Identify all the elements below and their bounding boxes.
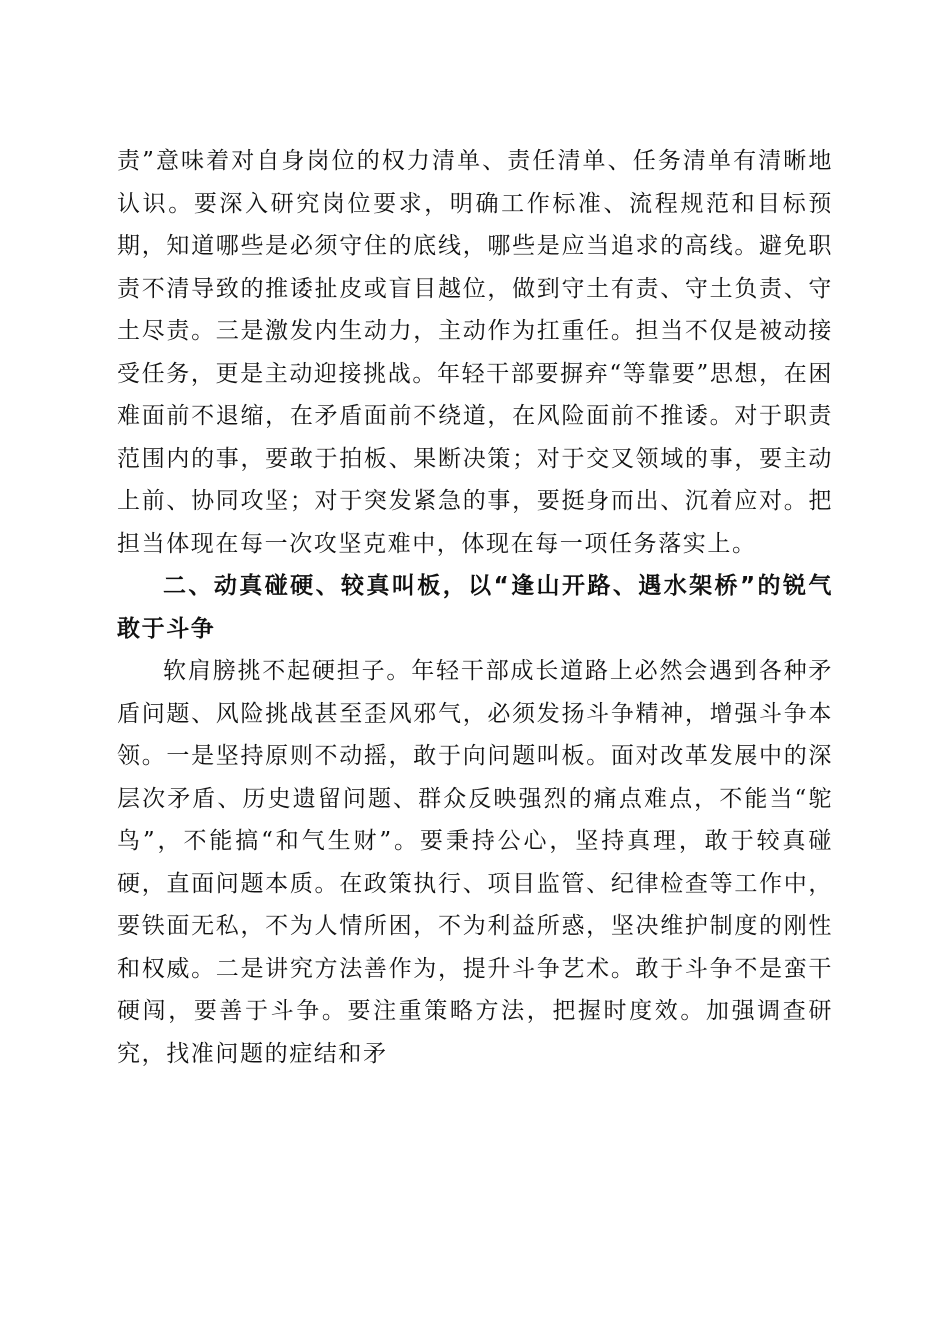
body-paragraph-continued: 责”意味着对自身岗位的权力清单、责任清单、任务清单有清晰地认识。要深入研究岗位要求，明确工作标准、流程规范和目标预期，知道哪些是必须守住的底线，哪些是应当追求的高线。避免职责不清导致的推诿扯皮或盲目越位，做到守土有责、守土负责、守土尽责。三是激发内生动力，主动作为扛重任。担当不仅是被动接受任务，更是主动迎接挑战。年轻干部要摒弃“等靠要”思想，在困难面前不退缩，在矛盾面前不绕道，在风险面前不推诿。对于职责范围内的事，要敢于拍板、果断决策；对于交叉领域的事，要主动上前、协同攻坚；对于突发紧急的事，要挺身而出、沉着应对。把担当体现在每一次攻坚克难中，体现在每一项任务落实上。 [117,148,833,557]
section-heading: 二、动真碰硬、较真叫板，以“逢山开路、遇水架桥”的锐气敢于斗争 [117,573,833,642]
document-body [117,140,833,1075]
body-paragraph: 软肩膀挑不起硬担子。年轻干部成长道路上必然会遇到各种矛盾问题、风险挑战甚至歪风邪气，必须发扬斗争精神，增强斗争本领。一是坚持原则不动摇，敢于向问题叫板。面对改革发展中的深层次矛盾、历史遗留问题、群众反映强烈的痛点难点，不能当“鸵鸟”，不能搞“和气生财”。要秉持公心，坚持真理，敢于较真碰硬，直面问题本质。在政策执行、项目监管、纪律检查等工作中，要铁面无私，不为人情所困，不为利益所惑，坚决维护制度的刚性和权威。二是讲究方法善作为，提升斗争艺术。敢于斗争不是蛮干硬闯，要善于斗争。要注重策略方法，把握时度效。加强调查研究，找准问题的症结和矛 [117,658,833,1067]
